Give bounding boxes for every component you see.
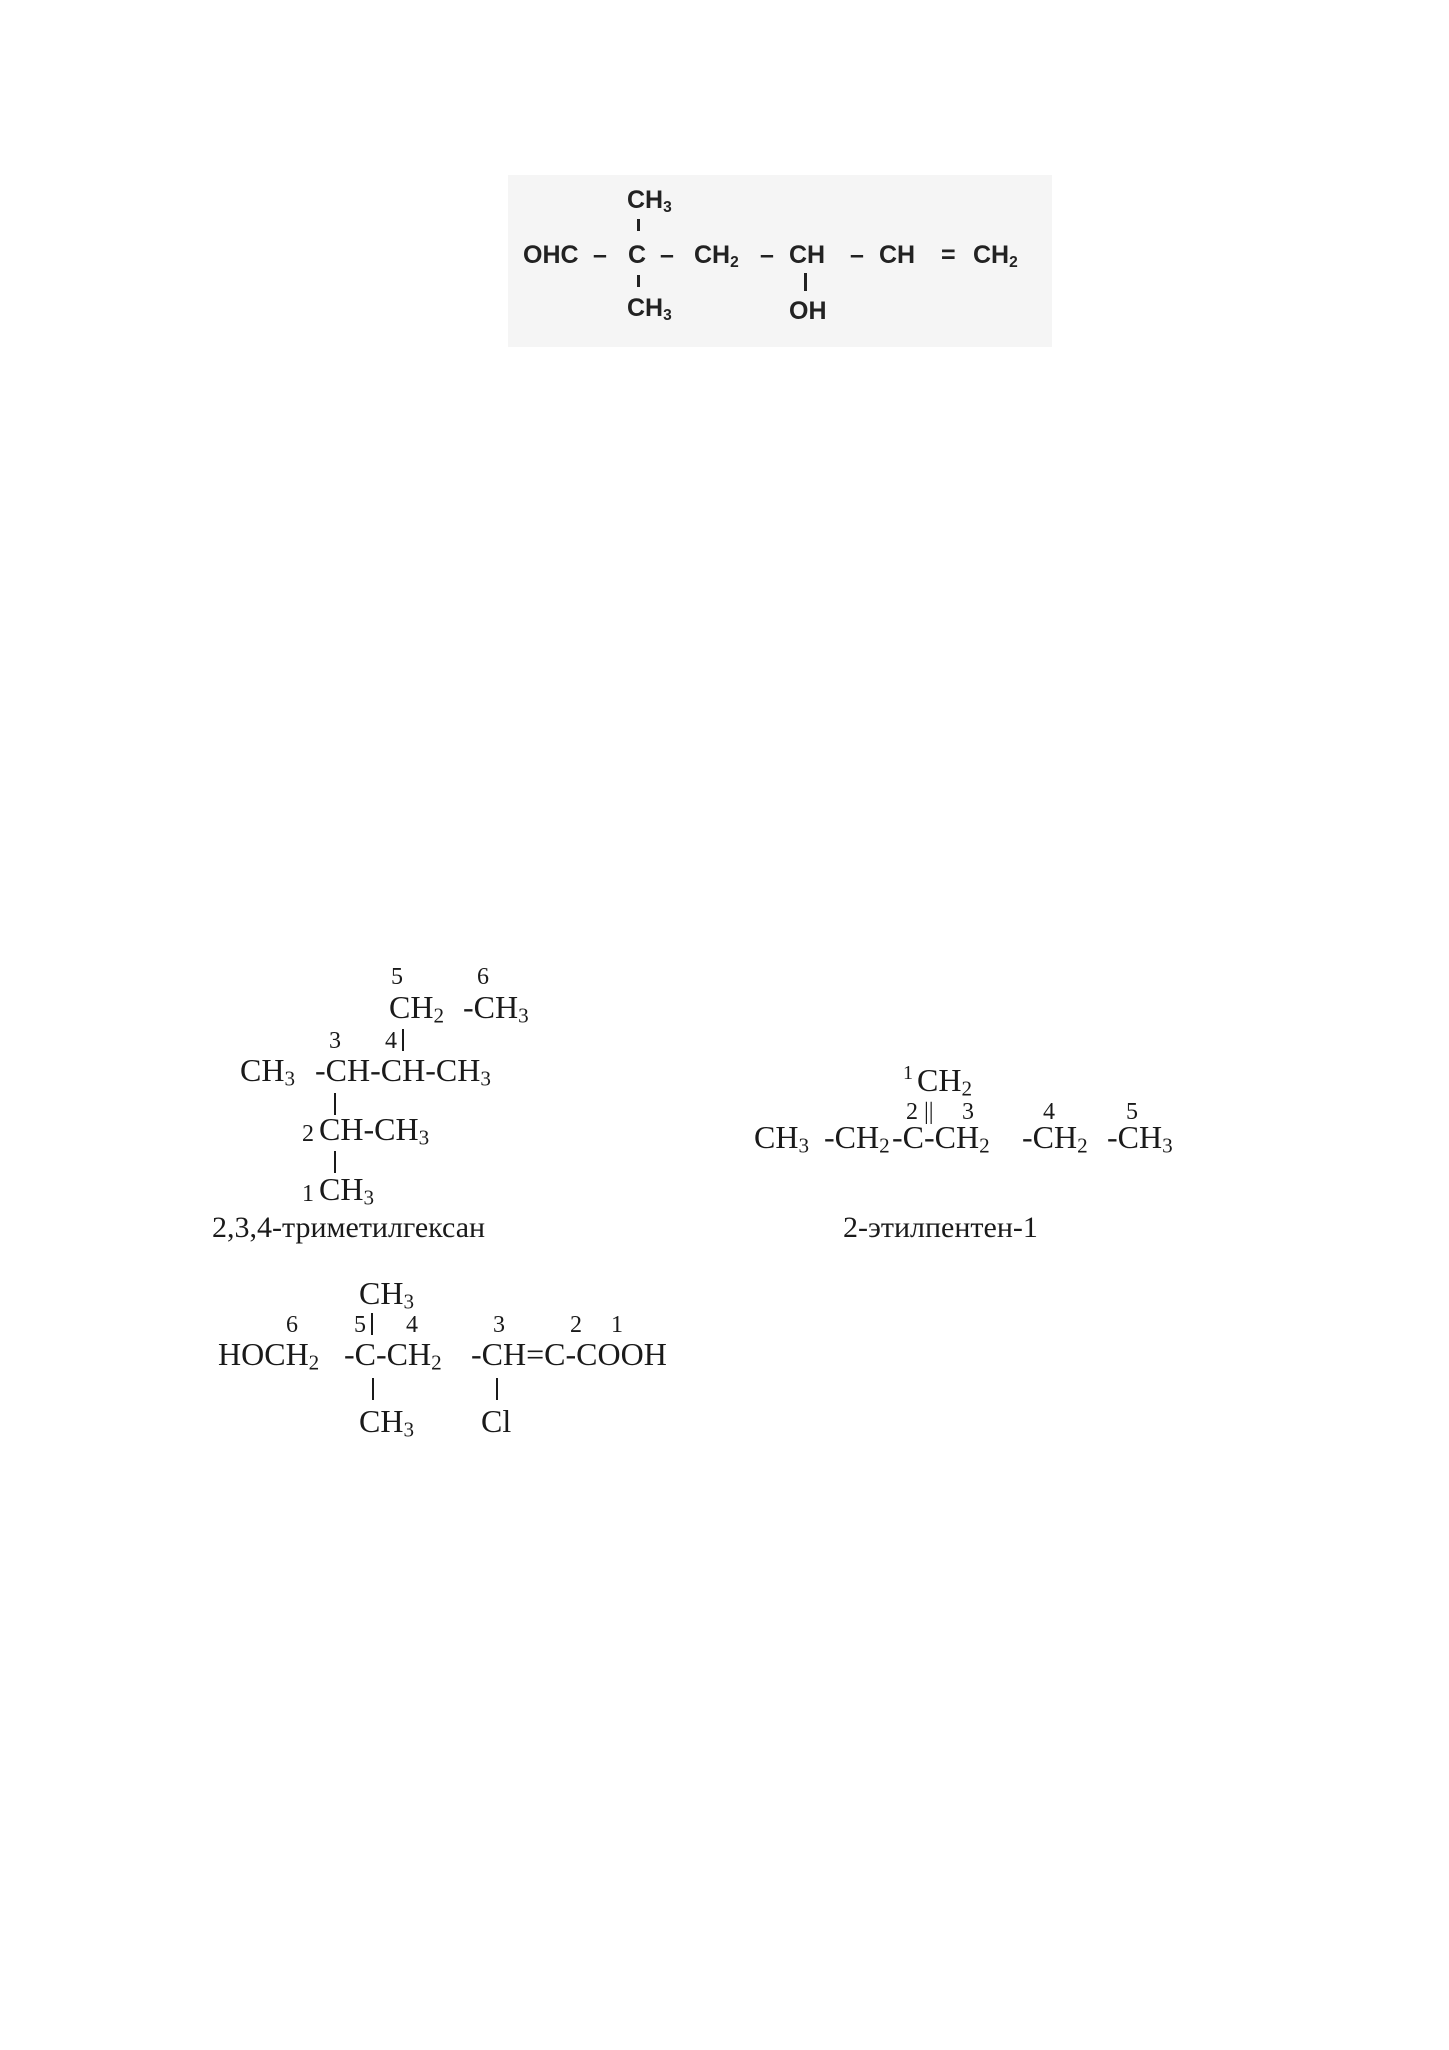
locant-6: 6 xyxy=(477,964,489,990)
chain-ch3-end: $-CH_3$ xyxy=(1107,1119,1173,1158)
locant-5: 5 xyxy=(1126,1099,1138,1125)
methyl-top: $CH_3$ xyxy=(359,1275,415,1314)
locant-1: 1 xyxy=(302,1181,314,1207)
bond-dash: – xyxy=(760,241,774,269)
aldehyde-group: OHC xyxy=(523,241,579,269)
locant-5: 5 xyxy=(354,1312,366,1338)
chain-c-ch2: $-C-CH_2$ xyxy=(892,1119,990,1158)
chain-acid: -CH=C-COOH xyxy=(471,1336,667,1372)
locant-4: 4 xyxy=(1043,1099,1055,1125)
bond-line xyxy=(371,1313,373,1335)
locant-3: 3 xyxy=(962,1099,974,1125)
carbinol-group: CH xyxy=(789,241,826,269)
double-bond-mark: || xyxy=(924,1099,934,1125)
chain-ch3: $CH_3$ xyxy=(754,1119,810,1158)
bond-line xyxy=(804,273,807,291)
methylene-group: $CH_2$ xyxy=(694,241,739,271)
vinyl-ch-group: CH xyxy=(879,241,916,269)
quaternary-carbon: C xyxy=(628,241,647,269)
main-chain: $-CH-CH-CH_3$ xyxy=(315,1052,491,1091)
terminal-methylene: $CH_2$ xyxy=(973,241,1018,271)
locant-2: 2 xyxy=(302,1121,314,1147)
bond-line xyxy=(637,275,640,287)
double-bond: = xyxy=(941,241,956,269)
locant-6: 6 xyxy=(286,1312,298,1338)
compound-name-1: 2,3,4-триметилгексан xyxy=(212,1211,486,1244)
branch-ch-ch3: $CH-CH_3$ xyxy=(319,1111,430,1150)
methyl-group-top: $CH_3$ xyxy=(627,186,672,216)
locant-4: 4 xyxy=(385,1028,397,1054)
ethyl-ch3: $-CH_3$ xyxy=(463,989,529,1028)
bond-dash: – xyxy=(593,241,607,269)
locant-3: 3 xyxy=(493,1312,505,1338)
locant-2: 2 xyxy=(906,1099,918,1125)
bond-line xyxy=(402,1029,404,1051)
locant-2: 2 xyxy=(570,1312,582,1338)
main-chain-ch3: $CH_3$ xyxy=(240,1052,296,1091)
methylene-top: $CH_2$ xyxy=(917,1062,973,1101)
chain-c-ch2: $-C-CH_2$ xyxy=(344,1336,442,1375)
compound-name-2: 2-этилпентен-1 xyxy=(843,1211,1038,1244)
hydroxymethyl-group: $HOCH_2$ xyxy=(218,1336,320,1375)
locant-4: 4 xyxy=(406,1312,418,1338)
bond-line xyxy=(372,1378,374,1400)
chlorine: Cl xyxy=(481,1403,512,1439)
locant-1: 1 xyxy=(903,1062,913,1084)
methyl-group-bottom: $CH_3$ xyxy=(627,294,672,324)
terminal-ch3: $CH_3$ xyxy=(319,1171,375,1210)
locant-3: 3 xyxy=(329,1028,341,1054)
ethyl-ch2: $CH_2$ xyxy=(389,989,445,1028)
bond-dash: – xyxy=(850,241,864,269)
structural-formula-1 xyxy=(508,175,1052,347)
bond-line xyxy=(637,219,640,231)
chain-ch2: $-CH_2$ xyxy=(824,1119,890,1158)
locant-5: 5 xyxy=(391,964,403,990)
hydroxyl-group: OH xyxy=(789,297,827,325)
locant-1: 1 xyxy=(611,1312,623,1338)
chain-ch2-b: $-CH_2$ xyxy=(1022,1119,1088,1158)
methyl-bottom: $CH_3$ xyxy=(359,1403,415,1442)
bond-line xyxy=(334,1151,336,1173)
bond-dash: – xyxy=(660,241,674,269)
bond-line xyxy=(496,1378,498,1400)
